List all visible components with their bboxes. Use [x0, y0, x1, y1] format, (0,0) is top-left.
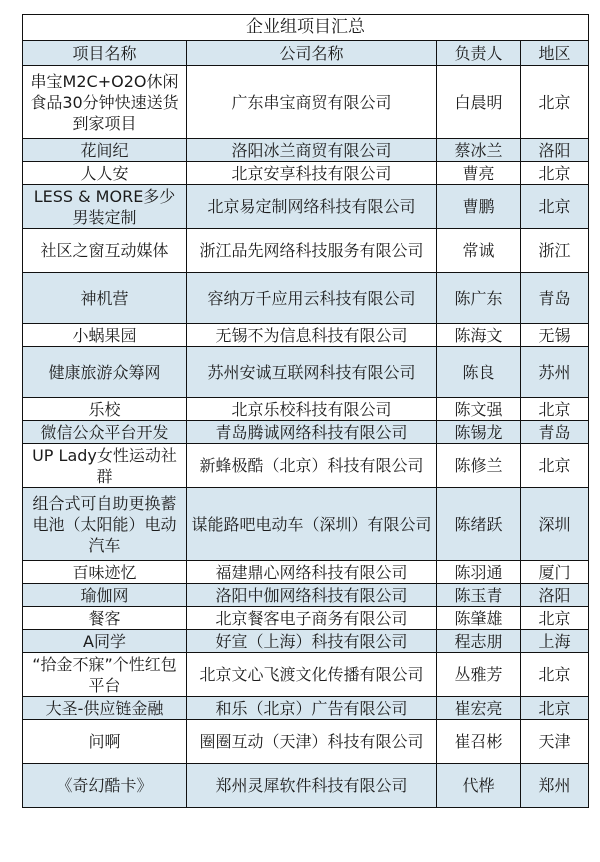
cell-project: 百味迹忆 [23, 561, 187, 584]
cell-region: 洛阳 [521, 139, 589, 162]
cell-region: 上海 [521, 630, 589, 653]
cell-owner: 陈广东 [437, 273, 521, 324]
cell-region: 北京 [521, 66, 589, 139]
cell-owner: 曹鹏 [437, 185, 521, 229]
cell-region: 无锡 [521, 324, 589, 347]
cell-region: 北京 [521, 444, 589, 488]
table-row [23, 697, 589, 720]
cell-owner: 崔召彬 [437, 720, 521, 764]
cell-owner: 陈修兰 [437, 444, 521, 488]
cell-company: 郑州灵犀软件科技有限公司 [187, 764, 437, 808]
cell-owner: 曹亮 [437, 162, 521, 185]
cell-project: 瑜伽网 [23, 584, 187, 607]
cell-company: 洛阳中伽网络科技有限公司 [187, 584, 437, 607]
table-row [23, 653, 589, 697]
cell-region: 郑州 [521, 764, 589, 808]
cell-region: 北京 [521, 398, 589, 421]
cell-owner: 代桦 [437, 764, 521, 808]
table-row [23, 444, 589, 488]
cell-project: “拾金不寐”个性红包平台 [23, 653, 187, 697]
cell-owner: 陈绪跃 [437, 488, 521, 561]
cell-region: 青岛 [521, 273, 589, 324]
cell-region: 北京 [521, 185, 589, 229]
cell-company: 北京餐客电子商务有限公司 [187, 607, 437, 630]
cell-owner: 陈肇雄 [437, 607, 521, 630]
cell-region: 浙江 [521, 229, 589, 273]
cell-company: 洛阳冰兰商贸有限公司 [187, 139, 437, 162]
table-row [23, 630, 589, 653]
column-header-owner: 负责人 [437, 41, 521, 66]
cell-project: 问啊 [23, 720, 187, 764]
cell-company: 北京安享科技有限公司 [187, 162, 437, 185]
cell-project: A同学 [23, 630, 187, 653]
column-header-project: 项目名称 [23, 41, 187, 66]
table-row [23, 139, 589, 162]
cell-company: 北京易定制网络科技有限公司 [187, 185, 437, 229]
cell-company: 新蜂极酷（北京）科技有限公司 [187, 444, 437, 488]
cell-company: 容纳万千应用云科技有限公司 [187, 273, 437, 324]
cell-project: 社区之窗互动媒体 [23, 229, 187, 273]
cell-owner: 崔宏亮 [437, 697, 521, 720]
cell-company: 北京文心飞渡文化传播有限公司 [187, 653, 437, 697]
cell-region: 青岛 [521, 421, 589, 444]
cell-region: 北京 [521, 162, 589, 185]
cell-owner: 程志朋 [437, 630, 521, 653]
column-header-company: 公司名称 [187, 41, 437, 66]
cell-company: 无锡不为信息科技有限公司 [187, 324, 437, 347]
cell-owner: 陈羽通 [437, 561, 521, 584]
cell-project: 组合式可自助更换蓄电池（太阳能）电动汽车 [23, 488, 187, 561]
table-row [23, 273, 589, 324]
cell-project: 餐客 [23, 607, 187, 630]
cell-company: 圈圈互动（天津）科技有限公司 [187, 720, 437, 764]
cell-region: 天津 [521, 720, 589, 764]
cell-company: 青岛腾诚网络科技有限公司 [187, 421, 437, 444]
cell-region: 厦门 [521, 561, 589, 584]
table-row [23, 347, 589, 398]
cell-owner: 常诚 [437, 229, 521, 273]
table-row [23, 229, 589, 273]
cell-owner: 陈玉青 [437, 584, 521, 607]
cell-owner: 蔡冰兰 [437, 139, 521, 162]
cell-owner: 陈良 [437, 347, 521, 398]
cell-project: 健康旅游众筹网 [23, 347, 187, 398]
cell-project: 人人安 [23, 162, 187, 185]
table-row [23, 162, 589, 185]
table-row [23, 561, 589, 584]
cell-company: 好宣（上海）科技有限公司 [187, 630, 437, 653]
cell-project: 串宝M2C+O2O休闲食品30分钟快速送货到家项目 [23, 66, 187, 139]
table-row [23, 584, 589, 607]
cell-project: UP Lady女性运动社群 [23, 444, 187, 488]
cell-region: 北京 [521, 653, 589, 697]
cell-project: 小蜗果园 [23, 324, 187, 347]
cell-company: 和乐（北京）广告有限公司 [187, 697, 437, 720]
cell-owner: 陈文强 [437, 398, 521, 421]
table-row [23, 66, 589, 139]
table-row [23, 185, 589, 229]
cell-company: 北京乐校科技有限公司 [187, 398, 437, 421]
cell-project: 乐校 [23, 398, 187, 421]
cell-company: 苏州安诚互联网科技有限公司 [187, 347, 437, 398]
cell-company: 浙江品先网络科技服务有限公司 [187, 229, 437, 273]
cell-region: 北京 [521, 607, 589, 630]
table-row [23, 607, 589, 630]
table-row [23, 421, 589, 444]
cell-project: 花间纪 [23, 139, 187, 162]
cell-owner: 丛雅芳 [437, 653, 521, 697]
cell-region: 洛阳 [521, 584, 589, 607]
table-row [23, 398, 589, 421]
table-header-row [23, 41, 589, 66]
cell-region: 深圳 [521, 488, 589, 561]
column-header-region: 地区 [521, 41, 589, 66]
cell-company: 福建鼎心网络科技有限公司 [187, 561, 437, 584]
cell-company: 广东串宝商贸有限公司 [187, 66, 437, 139]
table-row [23, 488, 589, 561]
cell-project: 神机营 [23, 273, 187, 324]
cell-project: 大圣-供应链金融 [23, 697, 187, 720]
table-title: 企业组项目汇总 [23, 15, 589, 41]
cell-owner: 白晨明 [437, 66, 521, 139]
cell-project: LESS & MORE多少男装定制 [23, 185, 187, 229]
table-row [23, 324, 589, 347]
cell-project: 微信公众平台开发 [23, 421, 187, 444]
cell-owner: 陈锡龙 [437, 421, 521, 444]
cell-owner: 陈海文 [437, 324, 521, 347]
cell-region: 北京 [521, 697, 589, 720]
cell-company: 谋能路吧电动车（深圳）有限公司 [187, 488, 437, 561]
table-row [23, 764, 589, 808]
project-summary-table [22, 14, 589, 808]
cell-region: 苏州 [521, 347, 589, 398]
table-row [23, 720, 589, 764]
table-title-row [23, 15, 589, 41]
cell-project: 《奇幻酷卡》 [23, 764, 187, 808]
